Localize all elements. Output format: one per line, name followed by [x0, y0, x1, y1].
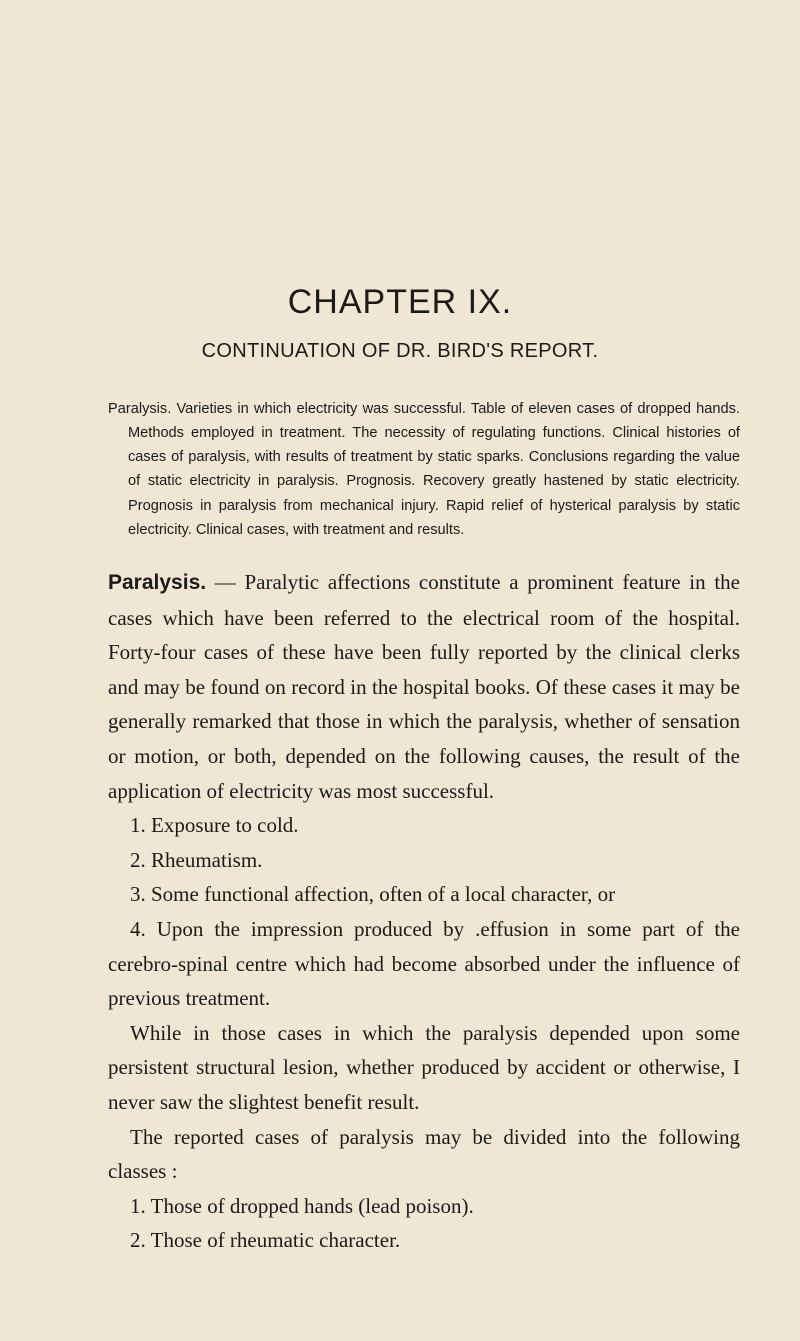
classes-intro: The reported cases of paralysis may be divided into the following classes : — [108, 1124, 740, 1184]
body-text — [108, 565, 740, 1258]
cause-item: 4. Upon the impression produced by .effusion in some part of the cerebro-spinal centre which had become absorbed under the influence of previous treatment. — [108, 916, 740, 1011]
cause-item: 3. Some functional affection, often of a local character, or — [130, 882, 616, 907]
structural-paragraph: While in those cases in which the paralysis depended upon some persistent structural lesion, whether produced by accident or otherwise, I never saw the slightest benefit result. — [108, 1020, 740, 1114]
class-item: 2. Those of rheumatic character. — [130, 1228, 401, 1253]
cause-item: 2. Rheumatism. — [130, 847, 263, 872]
cause-item: 1. Exposure to cold. — [130, 813, 299, 838]
class-item: 1. Those of dropped hands (lead poison). — [130, 1193, 474, 1218]
chapter-summary: Paralysis. Varieties in which electricity was successful. Table of eleven cases of dropped hands. Methods employed in treatment. The necessity of regulating functions. Clinical histories of cases of paralysis, with results of treatment by static sparks. Conclusions regarding the value of static electricity in paralysis. Prognosis. Recovery greatly hastened by static electricity. Prognosis in paralysis from mechanical injury. Rapid relief of hysterical paralysis by static electricity. Clinical cases, with treatment and results. — [108, 400, 740, 539]
intro-text: — Paralytic affections constitute a prominent feature in the cases which have been referred to the electrical room of the hospital. Forty-four cases of these have been fully reported by the clinical clerks and may be found on record in the hospital books. Of these cases it may be generally remarked that those in which the paralysis, whether of sensation or motion, or both, depended on the following causes, the result of the application of electricity was most successful. — [108, 570, 740, 803]
intro-paragraph — [108, 565, 740, 808]
chapter-subtitle: CONTINUATION OF DR. BIRD'S REPORT. — [201, 340, 599, 362]
chapter-title: CHAPTER IX. — [287, 283, 513, 321]
run-in-heading: Paralysis. — [108, 571, 207, 594]
